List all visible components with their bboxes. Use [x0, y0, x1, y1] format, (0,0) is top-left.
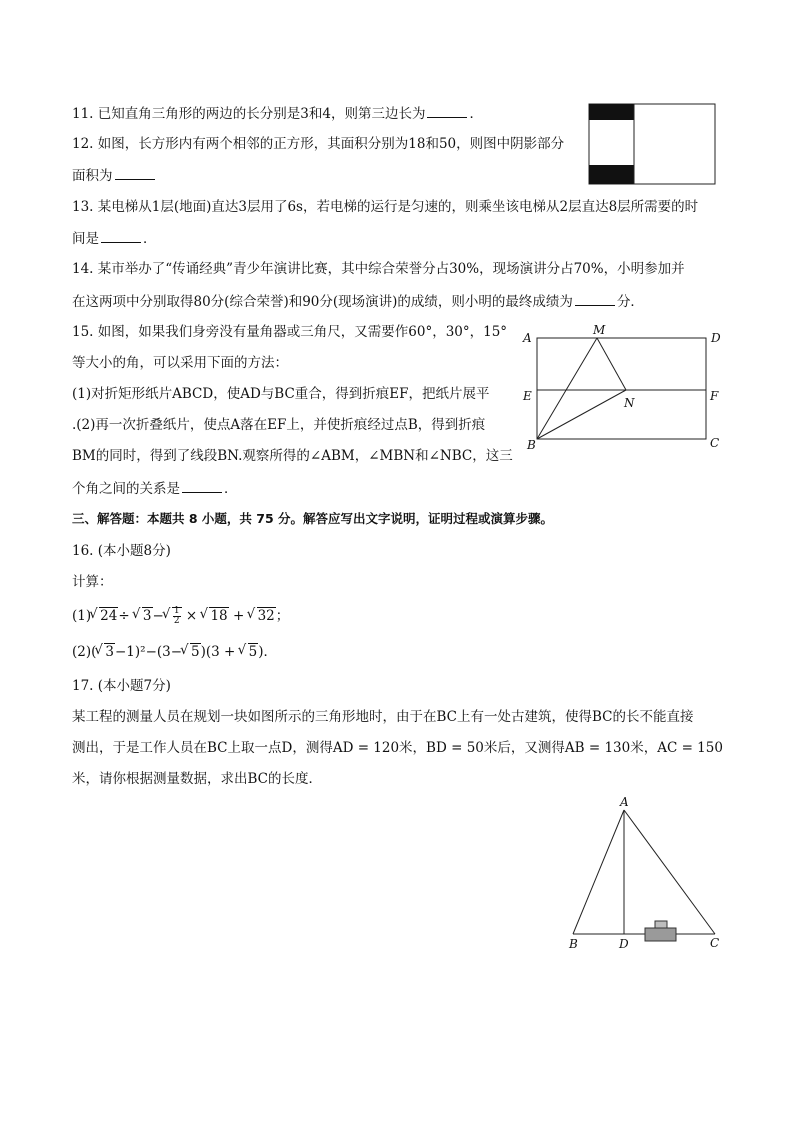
sqrt-3b: √ 3: [96, 642, 115, 662]
sqrt-3: √ 3: [134, 606, 153, 626]
question-14-line1: 14. 某市举办了“传诵经典”青少年演讲比赛，其中综合荣誉分占30%，现场演讲分占70%，小明参加并: [72, 261, 685, 277]
sqrt-5a: √ 5: [182, 642, 201, 662]
section-3-header: 三、解答题：本题共 8 小题，共 75 分。解答应写出文字说明，证明过程或演算步骤。: [72, 511, 554, 526]
question-17-line3: 米，请你根据测量数据，求出BC的长度．: [72, 771, 322, 787]
question-16-title: 16. (本小题8分): [72, 543, 171, 559]
question-15-line3: (1)对折矩形纸片ABCD，使AD与BC重合，得到折痕EF，把纸片展平: [72, 386, 490, 402]
segment-bm: [537, 338, 597, 439]
q11-text: 11. 已知直角三角形的两边的长分别是3和4，则第三边长为: [72, 106, 426, 122]
ancient-building-icon: [645, 928, 676, 941]
label-f: F: [710, 389, 719, 403]
question-16-intro: 计算：: [72, 574, 113, 590]
label-b: B: [569, 937, 578, 951]
segment-ab: [573, 810, 624, 934]
question-17-line2: 测出，于是工作人员在BC上取一点D，测得AD = 120米，BD = 50米后，又测得AB = 130米，AC = 150: [72, 740, 723, 756]
q12-answer-blank[interactable]: [115, 165, 155, 180]
sqrt-24: √ 24: [91, 606, 118, 626]
question-13-line1: 13. 某电梯从1层(地面)直达3层用了6s，若电梯的运行是匀速的，则乘坐该电梯从2层直达8层所需要的时: [72, 199, 699, 215]
sqrt-5b: √ 5: [240, 642, 259, 662]
label-b: B: [527, 438, 536, 452]
question-12-line1: 12. 如图，长方形内有两个相邻的正方形，其面积分别为18和50，则图中阴影部分: [72, 136, 565, 152]
sqrt-half: √ $\frac{1}{2}$: [164, 606, 182, 626]
label-d: D: [711, 331, 721, 345]
q15-figure: [516, 322, 726, 454]
question-11: 11. 已知直角三角形的两边的长分别是3和4，则第三边长为 ．: [72, 103, 483, 124]
label-a: A: [620, 795, 629, 809]
question-15-line2: 等大小的角，可以采用下面的方法：: [72, 355, 288, 371]
sqrt-18: √ 18: [201, 606, 228, 626]
question-15-line4: .(2)再一次折叠纸片，使点A落在EF上，并使折痕经过点B，得到折痕: [72, 417, 486, 433]
question-14-line2: 在这两项中分别取得80分(综合荣誉)和90分(现场演讲)的成绩，则小明的最终成绩为 分．: [72, 291, 644, 312]
question-13-line2: 间是 ．: [72, 228, 157, 249]
question-17-title: 17. (本小题7分): [72, 678, 171, 694]
q13-answer-blank[interactable]: [101, 228, 141, 243]
label-c: C: [710, 436, 720, 450]
question-15-line5: BM的同时，得到了线段BN.观察所得的∠ABM，∠MBN和∠NBC，这三: [72, 448, 513, 464]
sqrt-32: √ 32: [249, 606, 276, 626]
label-c: C: [710, 936, 720, 950]
label-d: D: [619, 937, 629, 951]
label-a: A: [523, 331, 532, 345]
q17-figure: [562, 794, 732, 956]
segment-mn: [597, 338, 626, 390]
q11-answer-blank[interactable]: [427, 103, 467, 118]
question-16-part2: (2)(√ 3−1)²−(3−√ 5)(3 + √ 5)．: [72, 642, 277, 662]
question-17-line1: 某工程的测量人员在规划一块如图所示的三角形地时，由于在BC上有一处古建筑，使得BC的长不能直接: [72, 709, 694, 725]
question-15-line6: 个角之间的关系是 ．: [72, 478, 238, 499]
question-15-line1: 15. 如图，如果我们身旁没有量角器或三角尺，又需要作60°，30°，15°: [72, 324, 508, 340]
q14-answer-blank[interactable]: [575, 291, 615, 306]
question-12-line2: 面积为: [72, 165, 157, 186]
q15-answer-blank[interactable]: [182, 478, 222, 493]
segment-ac: [624, 810, 715, 934]
q12-figure: [588, 103, 718, 187]
question-16-part1: (1)√ 24÷ √ 3− √ $\frac{1}{2}$ × √ 18 + √ 32；: [72, 606, 289, 626]
label-n: N: [624, 396, 635, 410]
q12-shaded-bottom: [589, 165, 634, 184]
label-m: M: [593, 323, 606, 337]
q12-shaded-top: [589, 104, 634, 120]
segment-bn: [537, 390, 626, 439]
label-e: E: [523, 389, 532, 403]
